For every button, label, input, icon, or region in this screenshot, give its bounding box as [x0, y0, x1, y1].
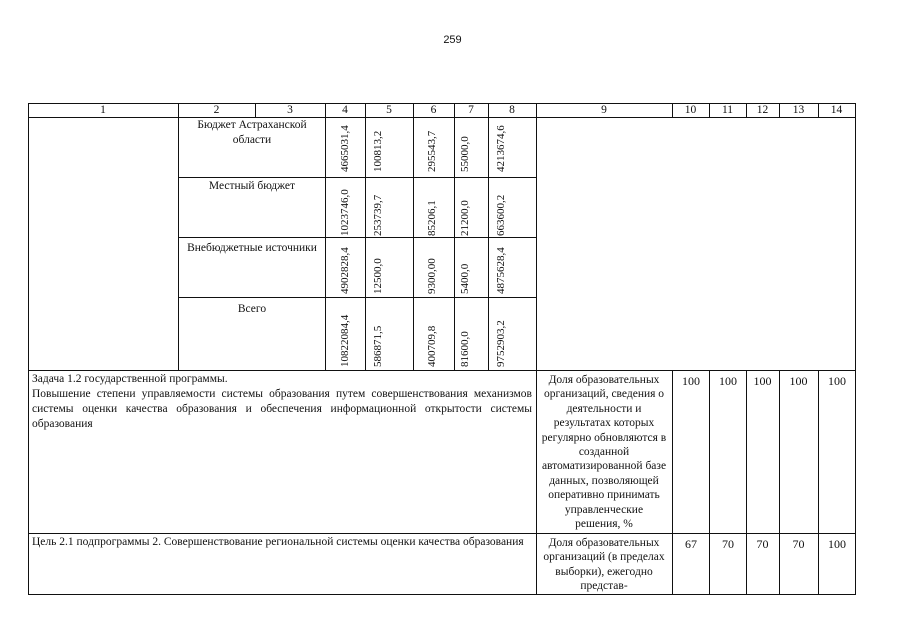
budget-value: 100813,2 — [372, 130, 384, 172]
header-col-11: 11 — [721, 104, 734, 116]
goal-value: 70 — [756, 537, 769, 551]
header-col-12: 12 — [756, 104, 769, 116]
goal-value: 70 — [792, 537, 805, 551]
goal-value: 100 — [828, 537, 846, 551]
budget-source-label: Внебюджетные источники — [187, 242, 317, 254]
budget-value: 12500,0 — [372, 258, 384, 294]
budget-value: 400709,8 — [426, 325, 438, 367]
budget-source-label: Всего — [237, 303, 267, 315]
header-col-2: 2 — [213, 104, 220, 116]
page-number: 259 — [443, 34, 462, 46]
task-title: Задача 1.2 государственной программы. — [32, 373, 228, 385]
budget-value: 55000,0 — [459, 136, 471, 172]
budget-value: 9752903,2 — [495, 320, 507, 367]
header-col-10: 10 — [684, 104, 697, 116]
header-col-4: 4 — [342, 104, 348, 116]
budget-value: 5400,0 — [459, 263, 471, 294]
goal-value: 70 — [722, 537, 734, 551]
goal-indicator: Доля образовательных организаций (в пределах выборки), ежегодно представ- — [543, 537, 665, 593]
program-table — [28, 103, 856, 595]
budget-value: 4875628,4 — [495, 247, 507, 294]
header-col-6: 6 — [430, 104, 437, 116]
budget-value: 1023746,0 — [339, 189, 351, 236]
task-value: 100 — [719, 374, 737, 388]
budget-value: 295543,7 — [426, 130, 438, 172]
task-indicator: Доля образовательных организаций, сведения о деятельности и результатах которых регулярно обновляются в созданной автоматизированной базе данных, позволяющей оперативно принимать управленческие решения, % — [541, 374, 667, 531]
header-col-9: 9 — [601, 104, 607, 116]
task-value: 100 — [828, 374, 846, 388]
budget-value: 4902828,4 — [339, 247, 351, 294]
header-col-14: 14 — [830, 104, 843, 116]
budget-value: 10822084,4 — [339, 314, 351, 367]
task-description: Повышение степени управляемости системы образования путем совершенствования механизмов системы оценки качества образования и обеспечения информационной открытости системы образования — [32, 388, 532, 430]
budget-value: 81600,0 — [459, 331, 471, 367]
header-col-1: 1 — [100, 104, 106, 116]
goal-value: 67 — [685, 537, 697, 551]
header-col-8: 8 — [509, 104, 515, 116]
budget-source-label: Местный бюджет — [208, 180, 296, 192]
header-col-13: 13 — [792, 104, 805, 116]
budget-value: 4665031,4 — [339, 125, 351, 172]
task-value: 100 — [789, 374, 808, 388]
budget-value: 586871,5 — [372, 325, 384, 367]
budget-value: 21200,0 — [459, 200, 471, 236]
task-value: 100 — [753, 374, 772, 388]
task-value: 100 — [682, 374, 700, 388]
header-col-3: 3 — [287, 104, 293, 116]
goal-description: Цель 2.1 подпрограммы 2. Совершенствование региональной системы оценки качества образования — [32, 536, 524, 548]
budget-value: 9300,00 — [426, 258, 438, 294]
budget-value: 253739,7 — [372, 194, 384, 236]
header-col-5: 5 — [386, 104, 392, 116]
budget-value: 4213674,6 — [495, 125, 507, 172]
budget-value: 663600,2 — [495, 194, 507, 236]
budget-value: 85206,1 — [426, 200, 438, 236]
header-col-7: 7 — [468, 104, 474, 116]
budget-source-label: Бюджет Астраханской области — [197, 119, 307, 146]
